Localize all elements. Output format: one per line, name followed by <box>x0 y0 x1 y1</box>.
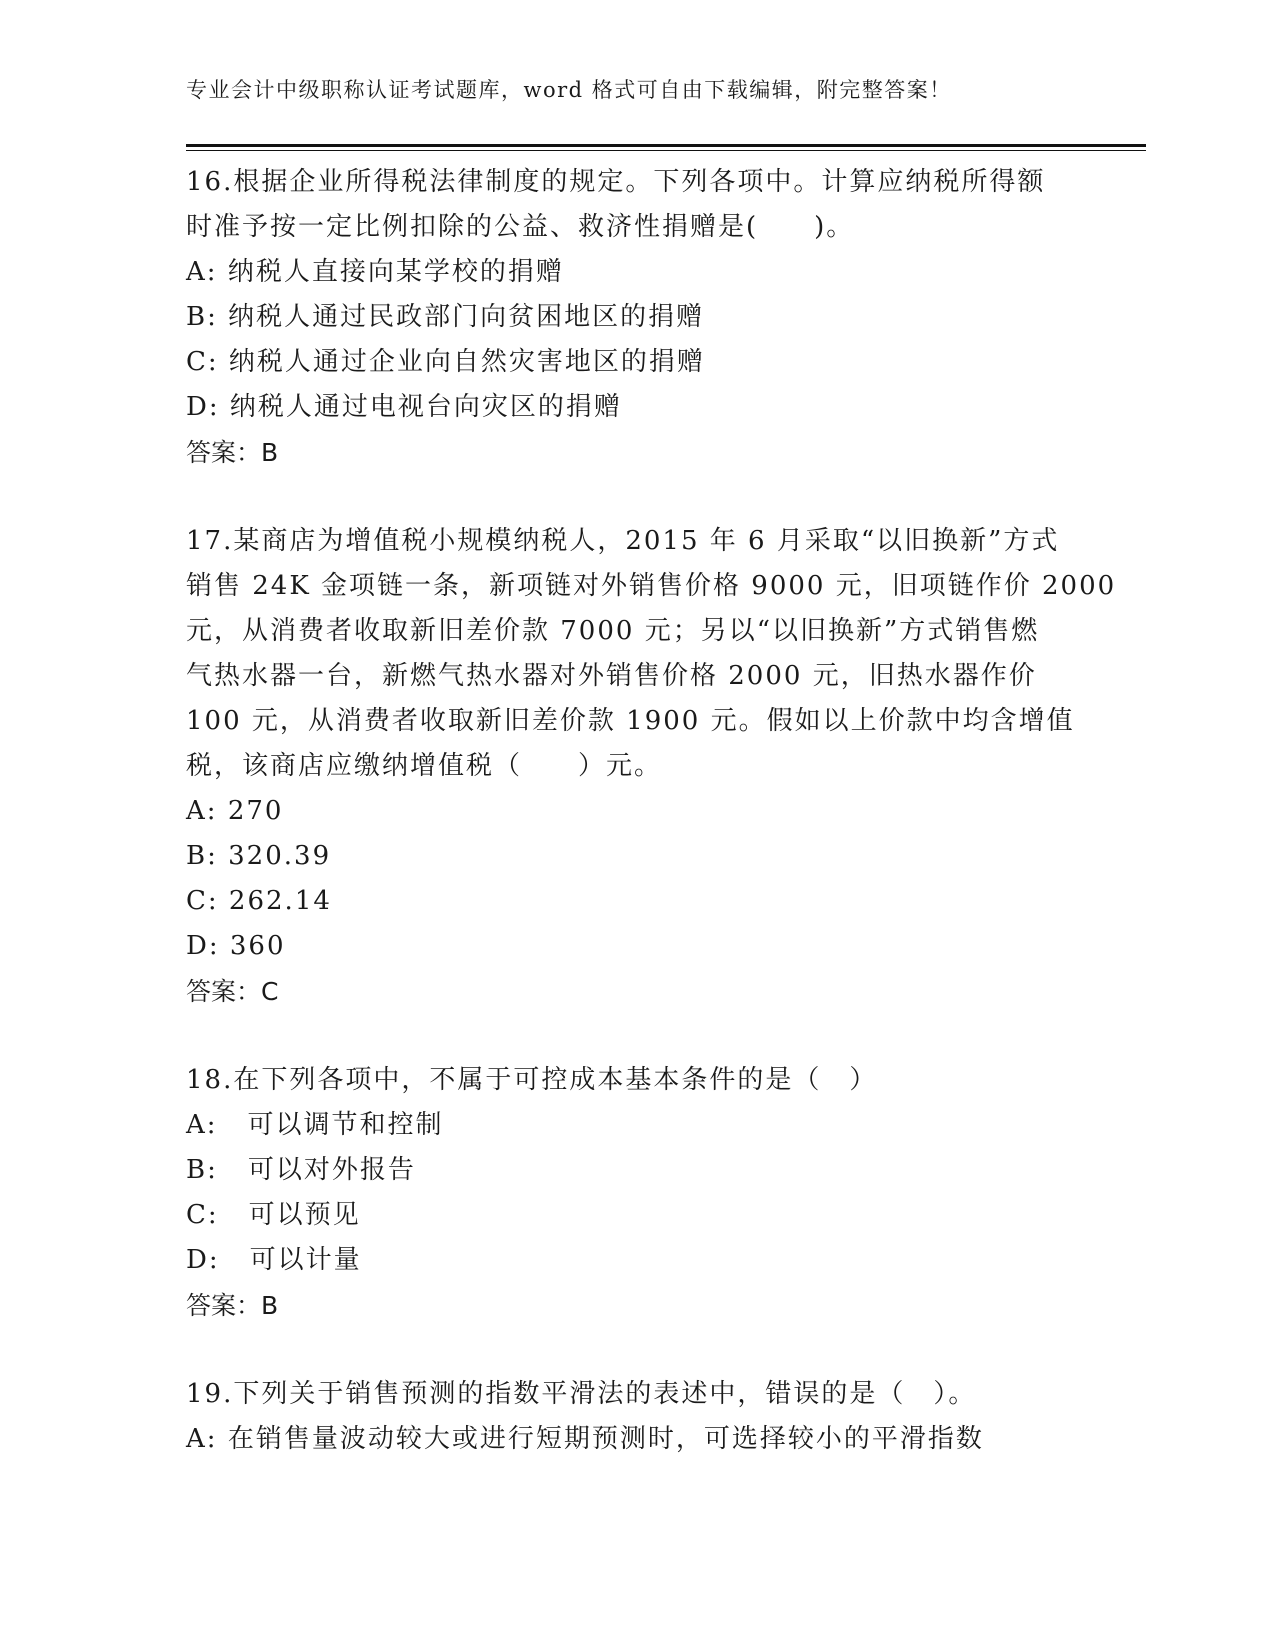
option-letter: B: <box>186 1155 218 1185</box>
option-d <box>186 924 1106 969</box>
option-text: 纳税人直接向某学校的捐赠 <box>227 257 564 287</box>
question-text: 时准予按一定比例扣除的公益、救济性捐赠是( )。 <box>186 212 855 242</box>
question-text: 气热水器一台，新燃气热水器对外销售价格 2000 元，旧热水器作价 <box>186 661 1037 691</box>
option-text: 262.14 <box>228 886 332 916</box>
option-c <box>186 879 1106 924</box>
option-letter: B: <box>186 302 218 332</box>
option-text: 在销售量波动较大或进行短期预测时，可选择较小的平滑指数 <box>227 1424 984 1454</box>
option-a <box>186 250 1106 295</box>
option-text: 360 <box>229 931 286 961</box>
spacer <box>186 475 1106 519</box>
option-a <box>186 1417 1106 1462</box>
question-text: 元，从消费者收取新旧差价款 7000 元；另以“以旧换新”方式销售燃 <box>186 616 1040 646</box>
option-letter: D: <box>186 931 220 961</box>
option-letter: A: <box>186 1110 218 1140</box>
question-text: 税，该商店应缴纳增值税（ ）元。 <box>186 751 663 781</box>
option-letter: A: <box>186 796 218 826</box>
option-text: 纳税人通过电视台向灾区的捐赠 <box>229 392 622 422</box>
question-19 <box>186 1372 1106 1462</box>
option-b <box>186 1148 1106 1193</box>
option-a <box>186 789 1106 834</box>
question-18 <box>186 1058 1106 1328</box>
option-letter: C: <box>186 886 219 916</box>
question-text: 19.下列关于销售预测的指数平滑法的表述中，错误的是（ ）。 <box>186 1379 977 1409</box>
answer: 答案：C <box>186 977 279 1006</box>
option-text: 纳税人通过民政部门向贫困地区的捐赠 <box>228 302 705 332</box>
answer: 答案：B <box>186 438 279 467</box>
option-b <box>186 295 1106 340</box>
option-letter: C: <box>186 347 219 377</box>
option-text: 可以预见 <box>248 1200 361 1230</box>
option-c <box>186 1193 1106 1238</box>
question-list <box>186 160 1117 1462</box>
question-text: 100 元，从消费者收取新旧差价款 1900 元。假如以上价款中均含增值 <box>186 706 1075 736</box>
option-text: 270 <box>227 796 284 826</box>
spacer <box>186 1328 1106 1372</box>
page-header: 专业会计中级职称认证考试题库，word 格式可自由下载编辑，附完整答案！ <box>186 78 952 102</box>
option-letter: D: <box>186 1245 220 1275</box>
option-letter: B: <box>186 841 218 871</box>
option-text: 可以调节和控制 <box>247 1110 444 1140</box>
question-16 <box>186 160 1106 475</box>
header-rule-thin <box>186 150 1146 151</box>
option-text: 可以对外报告 <box>247 1155 416 1185</box>
option-b <box>186 834 1106 879</box>
question-text: 18.在下列各项中，不属于可控成本基本条件的是（ ） <box>186 1065 878 1095</box>
question-text: 17.某商店为增值税小规模纳税人，2015 年 6 月采取“以旧换新”方式 <box>186 526 1060 556</box>
option-d <box>186 1238 1106 1283</box>
option-a <box>186 1103 1106 1148</box>
option-text: 可以计量 <box>249 1245 362 1275</box>
option-d <box>186 385 1106 430</box>
question-17 <box>186 519 1117 1014</box>
option-c <box>186 340 1106 385</box>
spacer <box>186 1014 1106 1058</box>
header-rule <box>186 144 1146 147</box>
option-letter: D: <box>186 392 220 422</box>
question-text: 销售 24K 金项链一条，新项链对外销售价格 9000 元，旧项链作价 2000 <box>186 571 1117 601</box>
option-text: 纳税人通过企业向自然灾害地区的捐赠 <box>228 347 705 377</box>
option-letter: A: <box>186 257 218 287</box>
option-letter: A: <box>186 1424 218 1454</box>
question-text: 16.根据企业所得税法律制度的规定。下列各项中。计算应纳税所得额 <box>186 167 1046 197</box>
option-letter: C: <box>186 1200 219 1230</box>
option-text: 320.39 <box>228 841 332 871</box>
answer: 答案：B <box>186 1291 279 1320</box>
